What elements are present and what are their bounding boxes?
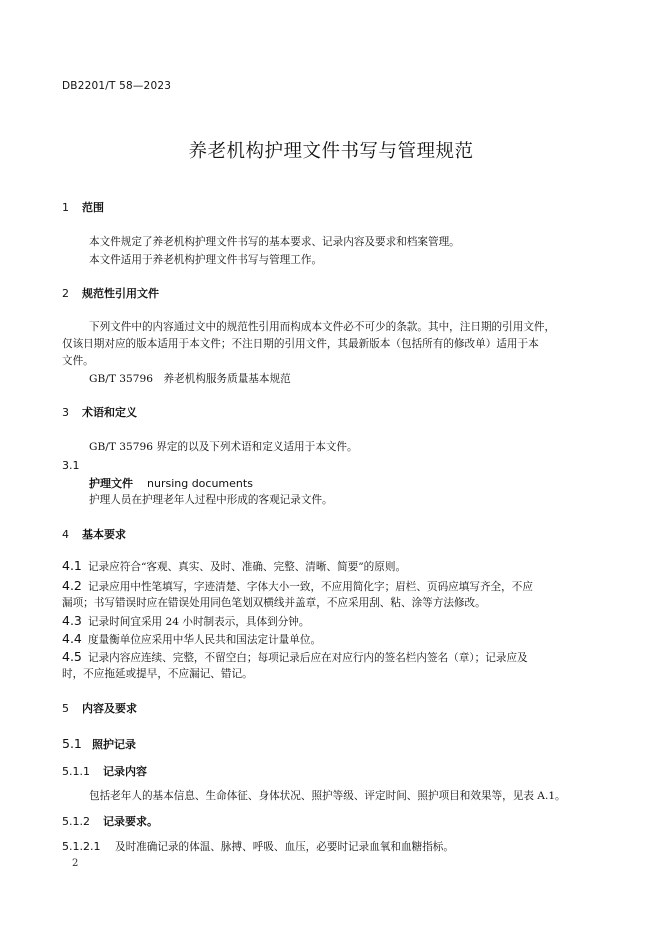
clause-5-1-2-1 (62, 838, 454, 856)
document-code: DB2201/T 58—2023 (62, 80, 172, 92)
section-2-paragraph-line-1: 下列文件中的内容通过文中的规范性引用而构成本文件必不可少的条款。其中，注日期的引用文件， (89, 321, 556, 333)
section-4-title: 基本要求 (82, 528, 126, 541)
section-2-paragraph-line-3: 文件。 (62, 355, 94, 367)
clause-5-1-2-1-number: 5.1.2.1 (62, 840, 101, 853)
clause-4-2-text-line-1: 记录应用中性笔填写，字迹清楚、字体大小一致，不应用简化字；眉栏、页码应填写齐全，不应 (88, 581, 533, 593)
clause-4-3-text: 记录时间宜采用 24 小时制表示，具体到分钟。 (88, 616, 310, 628)
clause-4-4-number: 4.4 (62, 631, 82, 646)
section-1-heading (62, 199, 104, 215)
clause-4-5-text-line-1: 记录内容应连续、完整，不留空白；每项记录后应在对应行内的签名栏内签名（章）；记录应及 (88, 652, 528, 664)
subsection-5-1-2-number: 5.1.2 (62, 815, 90, 828)
subsection-5-1-1-heading (62, 763, 147, 779)
term-chinese: 护理文件 (89, 477, 133, 490)
page-number: 2 (72, 858, 79, 869)
subsection-5-1-2-title: 记录要求。 (103, 815, 158, 828)
term-definition: 护理人员在护理老年人过程中形成的客观记录文件。 (89, 494, 333, 506)
clause-4-5-number: 4.5 (62, 649, 82, 664)
section-2-heading (62, 285, 159, 301)
clause-4-1 (62, 557, 406, 576)
clause-5-1-2-1-text: 及时准确记录的体温、脉搏、呼吸、血压，必要时记录血氧和血糖指标。 (115, 841, 454, 853)
page-title: 养老机构护理文件书写与管理规范 (188, 141, 474, 162)
subsection-5-1-number: 5.1 (62, 736, 82, 751)
subsection-5-1-1-number: 5.1.1 (62, 765, 90, 778)
clause-4-4 (62, 630, 321, 649)
section-3-paragraph: GB/T 35796 界定的以及下列术语和定义适用于本文件。 (89, 441, 358, 453)
clause-4-2-number: 4.2 (62, 578, 82, 593)
section-3-title: 术语和定义 (82, 406, 137, 419)
subsection-5-1-title: 照护记录 (92, 738, 136, 751)
section-2-paragraph-line-2: 仅该日期对应的版本适用于本文件；不注日期的引用文件，其最新版本（包括所有的修改单）适用于本 (62, 338, 539, 350)
subsection-5-1-1-title: 记录内容 (103, 765, 147, 778)
section-5-number: 5 (62, 702, 69, 715)
clause-4-1-number: 4.1 (62, 558, 82, 573)
term-entry (89, 475, 253, 491)
subsection-5-1-1-paragraph: 包括老年人的基本信息、生命体征、身体状况、照护等级、评定时间、照护项目和效果等，见表 A.1。 (89, 790, 566, 802)
term-english: nursing documents (147, 477, 253, 490)
section-2-title: 规范性引用文件 (82, 287, 159, 300)
section-1-paragraph-1: 本文件规定了养老机构护理文件书写的基本要求、记录内容及要求和档案管理。 (89, 236, 460, 248)
subsection-5-1-2-heading (62, 813, 158, 829)
clause-4-3 (62, 612, 310, 631)
section-5-title: 内容及要求 (82, 702, 137, 715)
clause-4-3-number: 4.3 (62, 613, 82, 628)
normative-reference: GB/T 35796 养老机构服务质量基本规范 (89, 373, 291, 385)
clause-4-4-text: 度量衡单位应采用中华人民共和国法定计量单位。 (88, 634, 322, 646)
section-3-number: 3 (62, 406, 69, 419)
section-2-number: 2 (62, 287, 69, 300)
clause-4-5-text-line-2: 时，不应拖延或提早，不应漏记、错记。 (62, 668, 253, 680)
section-4-number: 4 (62, 528, 69, 541)
section-1-paragraph-2: 本文件适用于养老机构护理文件书写与管理工作。 (89, 254, 323, 266)
clause-4-2-text-line-2: 漏项；书写错误时应在错误处用同色笔划双横线并盖章，不应采用刮、粘、涂等方法修改。 (62, 597, 486, 609)
term-number: 3.1 (62, 459, 80, 472)
section-5-heading (62, 700, 137, 716)
section-3-heading (62, 404, 137, 420)
subsection-5-1-heading (62, 736, 136, 752)
clause-4-1-text: 记录应符合“客观、真实、及时、准确、完整、清晰、简要”的原则。 (88, 561, 407, 573)
section-1-title: 范围 (82, 201, 104, 214)
section-1-number: 1 (62, 201, 69, 214)
section-4-heading (62, 526, 126, 542)
